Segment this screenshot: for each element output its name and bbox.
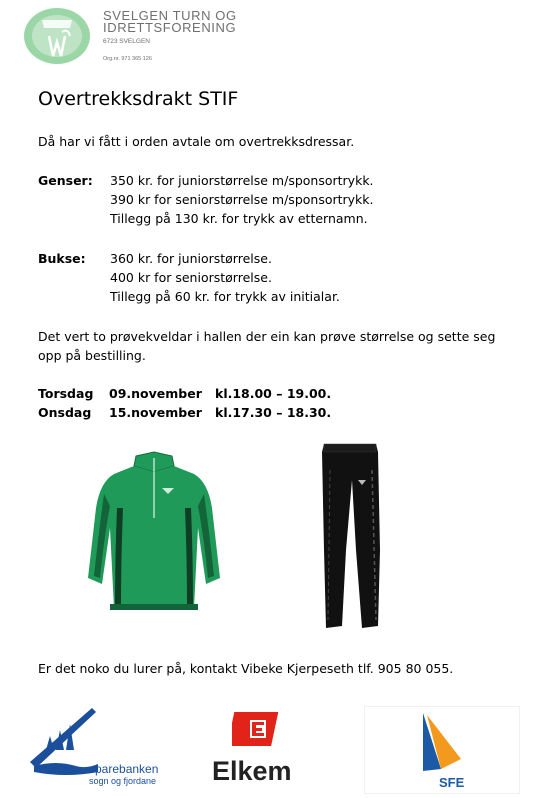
elkem-mark-icon [232, 704, 292, 758]
bukse-line: 360 kr. for juniorstørrelse. [110, 251, 272, 266]
genser-line: 390 kr for seniorstørrelse m/sponsortrykk. [110, 192, 374, 207]
contact-text: Er det noko du lurer på, kontakt Vibeke Kjerpeseth tlf. 905 80 055. [38, 661, 454, 676]
schedule-time-2: kl.17.30 – 18.30. [215, 405, 332, 420]
schedule-date-2: 15.november [109, 405, 202, 420]
schedule-date-1: 09.november [109, 386, 202, 401]
sfe-logo [364, 706, 520, 794]
intro-text: Då har vi fått i orden avtale om overtrekksdressar. [38, 134, 355, 149]
bukse-label: Bukse: [38, 251, 86, 266]
pants-image [316, 440, 386, 632]
fitting-text [38, 327, 495, 365]
page-title: Overtrekksdrakt STIF [38, 88, 239, 110]
sfe-sail-icon [411, 709, 471, 779]
org-name [103, 10, 237, 34]
sfe-name: SFE [439, 775, 465, 790]
org-address: 6723 SVELGEN [103, 38, 150, 45]
org-number: Org.nr. 971 365 126 [103, 56, 152, 62]
club-logo [22, 6, 92, 66]
genser-prices [110, 171, 374, 228]
bukse-line: Tillegg på 60 kr. for trykk av initialar. [110, 289, 340, 304]
jacket-image [84, 448, 224, 616]
schedule-day-1: Torsdag [38, 386, 94, 401]
bukse-prices [110, 249, 340, 306]
bukse-line: 400 kr for seniorstørrelse. [110, 270, 272, 285]
schedule-time-1: kl.18.00 – 19.00. [215, 386, 332, 401]
schedule-day-2: Onsdag [38, 405, 92, 420]
org-name-line1: SVELGEN TURN OG [103, 8, 237, 23]
genser-label: Genser: [38, 173, 93, 188]
sparebanken-name: sparebanken [89, 762, 159, 776]
fitting-line: Det vert to prøvekveldar i hallen der ein kan prøve størrelse og sette seg [38, 329, 496, 344]
genser-line: Tillegg på 130 kr. for trykk av etternamn. [110, 211, 368, 226]
org-name-line2: IDRETTSFORENING [103, 20, 237, 35]
fitting-line: opp på bestilling. [38, 348, 146, 363]
elkem-name: Elkem [212, 756, 292, 786]
elkem-logo [208, 704, 318, 792]
genser-line: 350 kr. for juniorstørrelse m/sponsortrykk. [110, 173, 374, 188]
sparebanken-logo [26, 706, 162, 790]
sparebanken-region: sogn og fjordane [89, 776, 157, 786]
